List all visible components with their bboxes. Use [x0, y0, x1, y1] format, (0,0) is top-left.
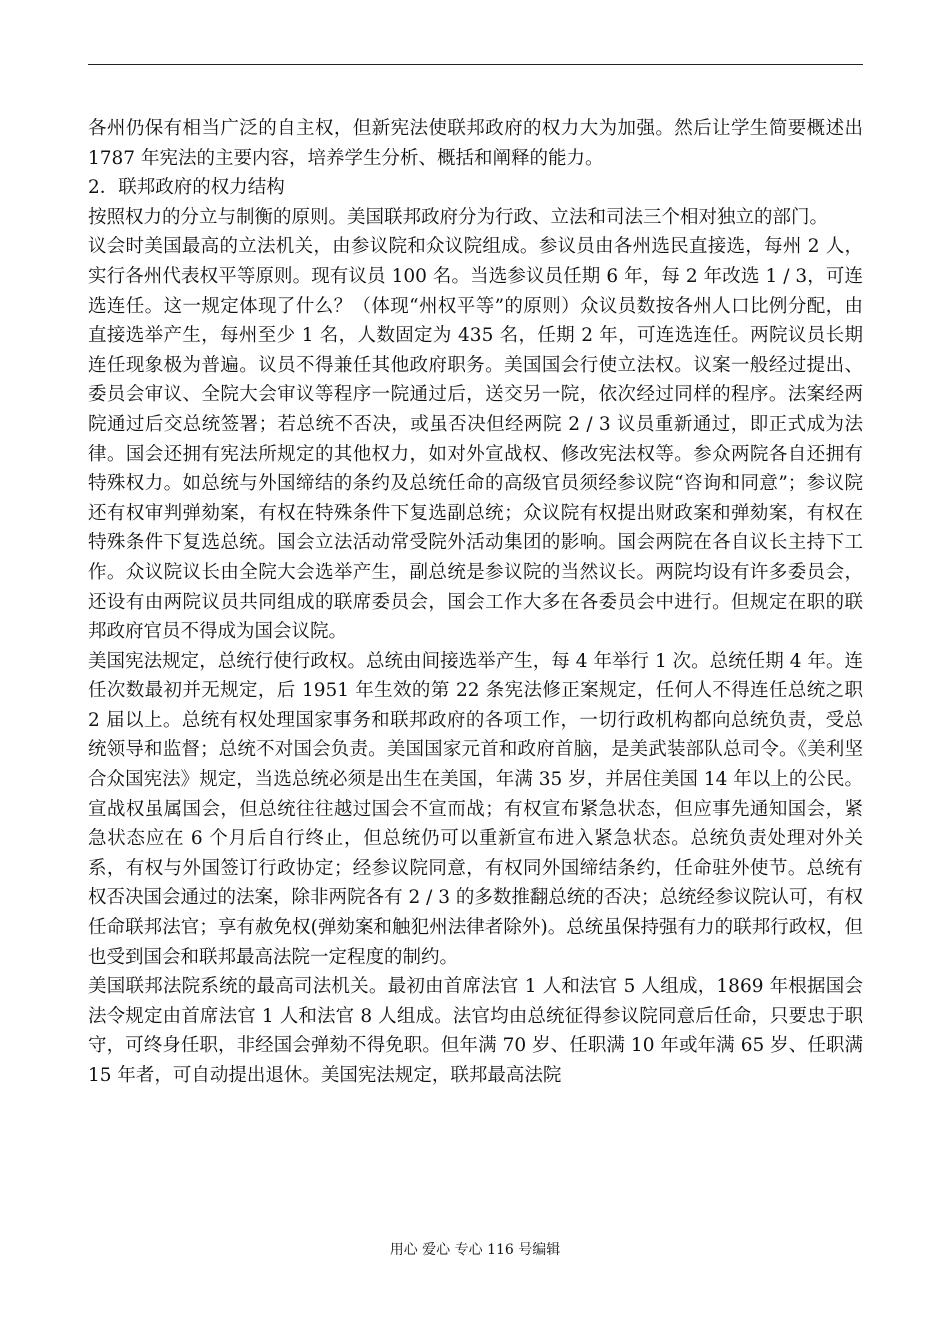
document-body: [88, 114, 863, 1091]
header-rule: [88, 64, 863, 65]
section-heading-federal-power-structure: 2．联邦政府的权力结构: [88, 177, 285, 199]
paragraph-state-autonomy: 各州仍保有相当广泛的自主权，但新宪法使联邦政府的权力大为加强。然后让学生简要概述出 1787 年宪法的主要内容，培养学生分析、概括和阐释的能力。: [88, 118, 863, 169]
paragraph-supreme-court: 美国联邦法院系统的最高司法机关。最初由首席法官 1 人和法官 5 人组成，1869 年根据国会法令规定由首席法官 1 人和法官 8 人组成。法官均由总统征得参议院同意后任命，只要忠于职守，可终身任职，非经国会弹劾不得免职。但年满 70 岁、任职满 10 年或年满 65 岁、任职满 15 年者，可自动提出退休。美国宪法规定，联邦最高法院: [88, 976, 863, 1086]
paragraph-president: 美国宪法规定，总统行使行政权。总统由间接选举产生，每 4 年举行 1 次。总统任期 4 年。连任次数最初并无规定，后 1951 年生效的第 22 条宪法修正案规定，任何人不得连任总统之职 2 届以上。总统有权处理国家事务和联邦政府的各项工作，一切行政机构都向总统负责，受总统领导和监督；总统不对国会负责。美国国家元首和政府首脑，是美武装部队总司令。《美利坚合众国宪法》规定，当选总统必须是出生在美国，年满 35 岁，并居住美国 14 年以上的公民。宣战权虽属国会，但总统往往越过国会不宣而战；有权宣布紧急状态，但应事先通知国会，紧急状态应在 6 个月后自行终止，但总统仍可以重新宣布进入紧急状态。总统负责处理对外关系，有权与外国签订行政协定；经参议院同意，有权同外国缔结条约，任命驻外使节。总统有权否决国会通过的法案，除非两院各有 2 / 3 的多数推翻总统的否决；总统经参议院认可，有权任命联邦法官；享有赦免权(弹劾案和触犯州法律者除外)。总统虽保持强有力的联邦行政权，但也受到国会和联邦最高法院一定程度的制约。: [88, 650, 863, 968]
page-footer: 用心 爱心 专心 116 号编辑: [389, 1242, 561, 1258]
paragraph-separation-of-powers: 按照权力的分立与制衡的原则。美国联邦政府分为行政、立法和司法三个相对独立的部门。: [88, 206, 829, 228]
paragraph-congress: 议会时美国最高的立法机关，由参议院和众议院组成。参议员由各州选民直接选，每州 2 人，实行各州代表权平等原则。现有议员 100 名。当选参议员任期 6 年，每 2 年改选 1 / 3，可连选连任。这一规定体现了什么？（体现“州权平等”的原则）众议员数按各州人口比例分配，由直接选举产生，每州至少 1 名，人数固定为 435 名，任期 2 年，可连选连任。两院议员长期连任现象极为普遍。议员不得兼任其他政府职务。美国国会行使立法权。议案一般经过提出、委员会审议、全院大会审议等程序一院通过后，送交另一院，依次经过同样的程序。法案经两院通过后交总统签署；若总统不否决，或虽否决但经两院 2 / 3 议员重新通过，即正式成为法律。国会还拥有宪法所规定的其他权力，如对外宣战权、修改宪法权等。参众两院各自还拥有特殊权力。如总统与外国缔结的条约及总统任命的高级官员须经参议院“咨询和同意”；参议院还有权审判弹劾案，有权在特殊条件下复选副总统；众议院有权提出财政案和弹劾案，有权在特殊条件下复选总统。国会立法活动常受院外活动集团的影响。国会两院在各自议长主持下工作。众议院议长由全院大会选举产生，副总统是参议院的当然议长。两院均设有许多委员会，还设有由两院议员共同组成的联席委员会，国会工作大多在各委员会中进行。但规定在职的联邦政府官员不得成为国会议院。: [88, 236, 863, 643]
